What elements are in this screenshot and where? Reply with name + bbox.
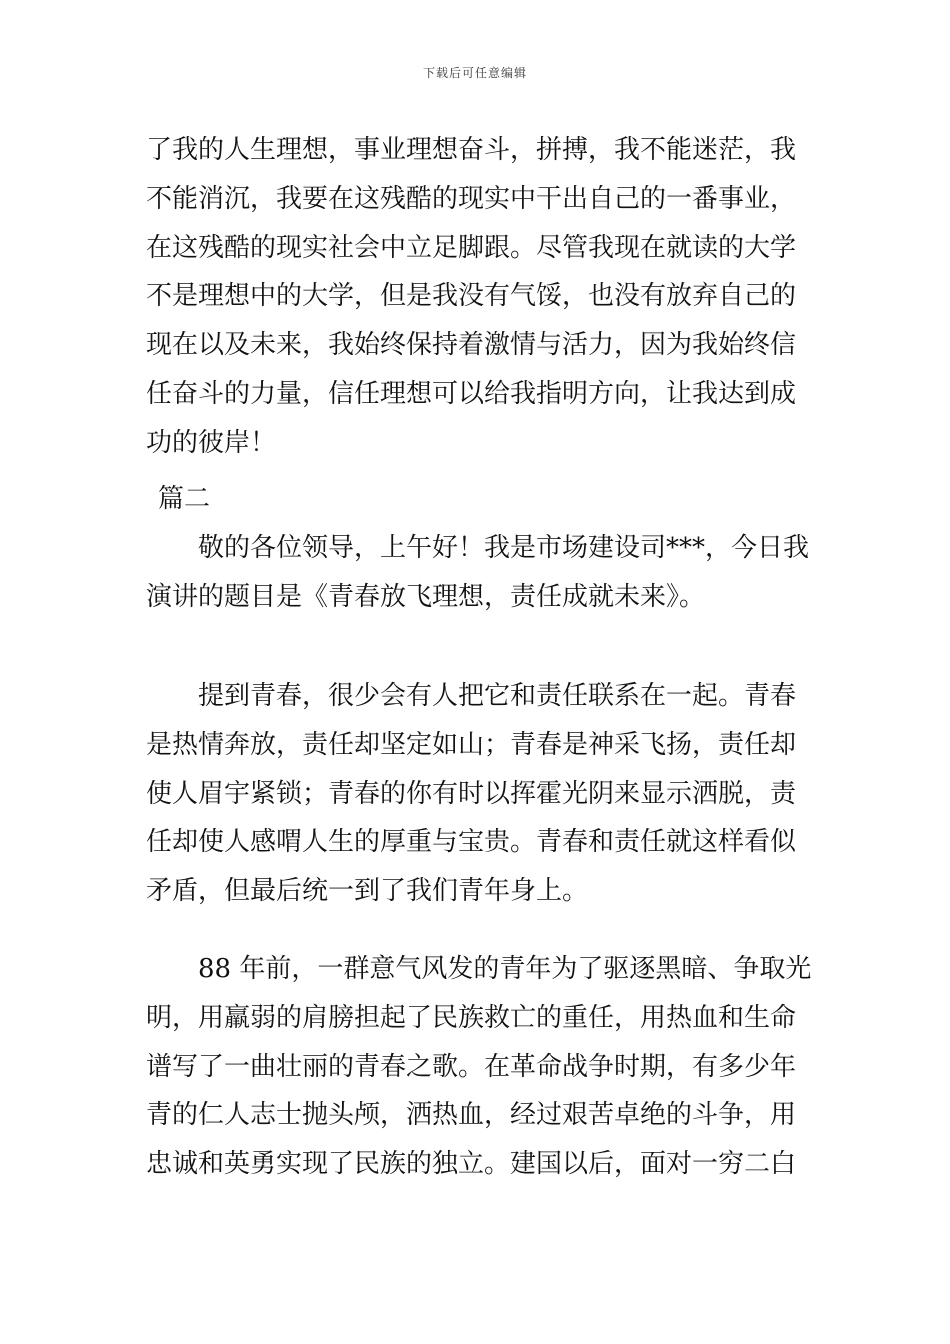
paragraph-line: 敬的各位领导，上午好！我是市场建设司***，今日我 bbox=[198, 533, 810, 563]
paragraph-line: 谱写了一曲壮丽的青春之歌。在革命战争时期，有多少年 bbox=[146, 1051, 797, 1082]
paragraph-line: 在这残酷的现实社会中立足脚跟。尽管我现在就读的大学 bbox=[146, 232, 797, 263]
paragraph-line: 任奋斗的力量，信任理想可以给我指明方向，让我达到成 bbox=[146, 378, 797, 409]
paragraph-line: 了我的人生理想，事业理想奋斗，拼搏，我不能迷茫，我 bbox=[146, 135, 797, 165]
paragraph-line: 88 年前，一群意气风发的青年为了驱逐黑暗、争取光 bbox=[198, 954, 812, 984]
paragraph-line: 忠诚和英勇实现了民族的独立。建国以后，面对一穷二白 bbox=[146, 1149, 797, 1180]
paragraph-line: 矛盾，但最后统一到了我们青年身上。 bbox=[146, 876, 589, 907]
section-title: 篇二 bbox=[158, 484, 211, 514]
paragraph-line: 提到青春，很少会有人把它和责任联系在一起。青春 bbox=[198, 681, 797, 711]
paragraph-1 bbox=[146, 126, 796, 468]
paragraph-line: 演讲的题目是《青春放飞理想，责任成就未来》。 bbox=[146, 581, 706, 612]
paragraph-3 bbox=[146, 672, 796, 916]
paragraph-line: 现在以及未来，我始终保持着激情与活力，因为我始终信 bbox=[146, 330, 797, 361]
paragraph-line: 明，用羸弱的肩膀担起了民族救亡的重任，用热血和生命 bbox=[146, 1002, 797, 1033]
paragraph-line: 使人眉宇紧锁；青春的你有时以挥霍光阴来显示洒脱，责 bbox=[146, 778, 797, 809]
paragraph-2 bbox=[146, 524, 809, 622]
paragraph-line: 不是理想中的大学，但是我没有气馁，也没有放弃自己的 bbox=[146, 281, 797, 312]
paragraph-4 bbox=[146, 945, 811, 1189]
page-header: 下载后可任意编辑 bbox=[422, 66, 527, 80]
paragraph-line: 青的仁人志士抛头颅，洒热血，经过艰苦卓绝的斗争，用 bbox=[146, 1100, 797, 1131]
paragraph-line: 任却使人感喟人生的厚重与宝贵。青春和责任就这样看似 bbox=[146, 827, 797, 858]
paragraph-line: 是热情奔放，责任却坚定如山；青春是神采飞扬，责任却 bbox=[146, 729, 797, 760]
paragraph-line: 不能消沉，我要在这残酷的现实中干出自己的一番事业， bbox=[146, 183, 797, 214]
paragraph-line: 功的彼岸！ bbox=[146, 427, 277, 458]
